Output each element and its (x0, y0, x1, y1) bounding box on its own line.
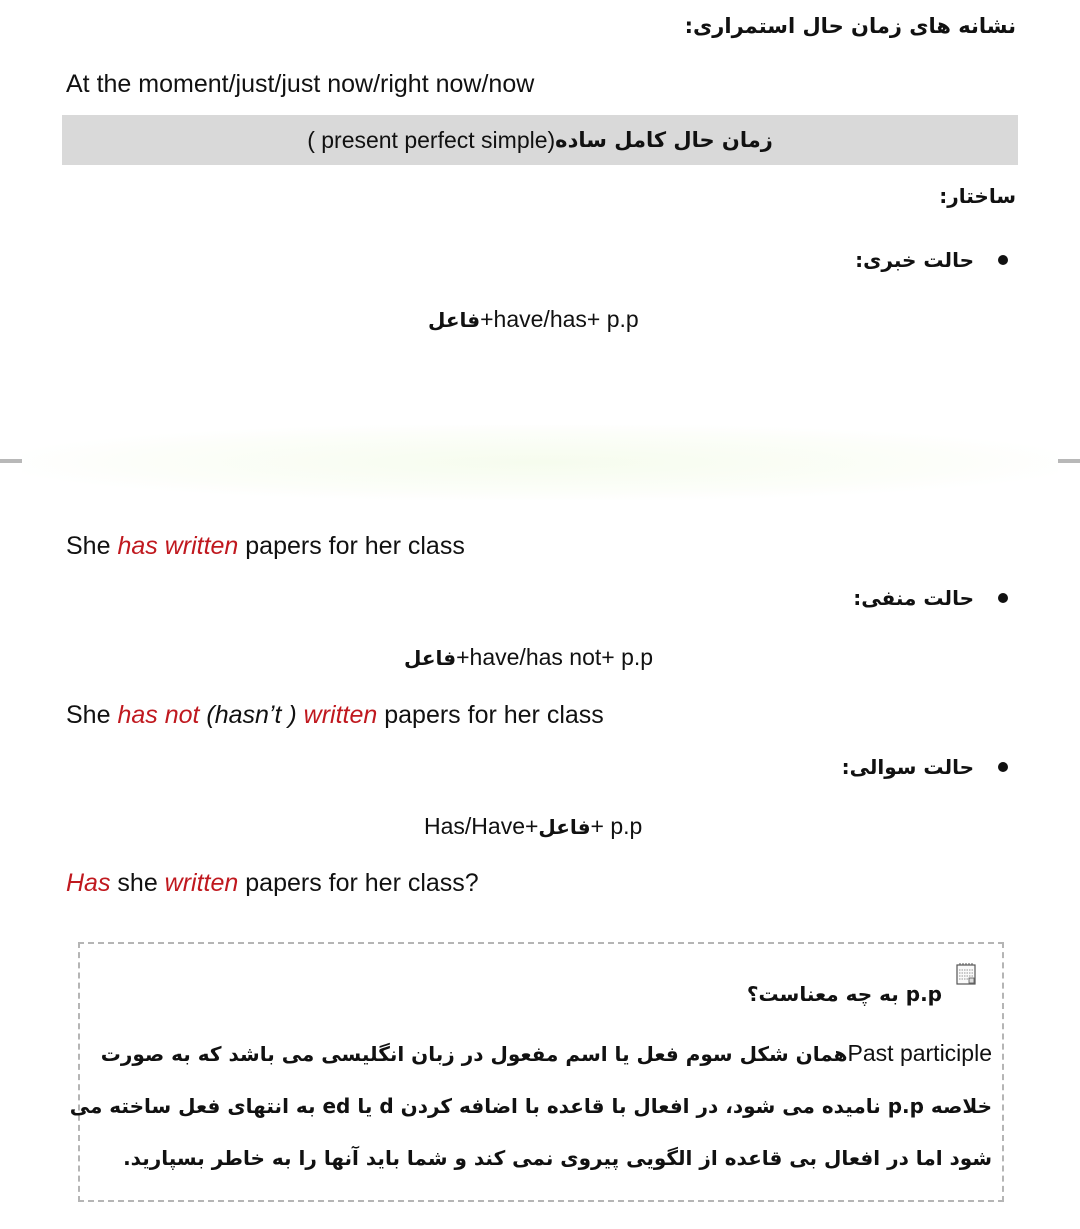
page-break-line-left (0, 459, 22, 463)
example-contraction: (hasn’t ) (199, 701, 304, 729)
bullet-icon (998, 762, 1008, 772)
example-verb-negative: has not (117, 701, 200, 729)
bullet-icon (998, 593, 1008, 603)
formula-rest: +have/has not+ p.p (456, 644, 654, 670)
banner-persian-title: زمان حال کامل ساده (555, 128, 773, 152)
question-formula (424, 813, 642, 840)
negative-formula (404, 644, 653, 671)
question-example (66, 869, 479, 898)
formula-aux: Has/Have+ (424, 813, 539, 839)
note-title: p.p به چه معناست؟ (746, 982, 942, 1006)
banner-english-title: ( present perfect simple) (307, 126, 556, 153)
page-smudge (22, 425, 1058, 500)
example-subject: she (110, 869, 165, 897)
example-subject: She (66, 532, 118, 560)
example-rest: papers for her class? (238, 869, 479, 897)
note-term: Past participle (847, 1040, 992, 1066)
question-label: حالت سوالی: (841, 755, 974, 779)
formula-rest: +have/has+ p.p (480, 306, 639, 332)
formula-subject: فاعل (538, 815, 591, 839)
structure-label: ساختار: (939, 184, 1016, 208)
formula-subject: فاعل (428, 308, 481, 332)
bullet-icon (998, 255, 1008, 265)
negative-label: حالت منفی: (853, 586, 974, 610)
note-line-3: شود اما در افعال بی قاعده از الگویی پیروی نمی کند و شما باید آنها را به خاطر بسپارید. (123, 1146, 992, 1170)
example-verb: written (164, 869, 239, 897)
affirmative-label-row (855, 248, 974, 272)
negative-example (66, 701, 604, 730)
continuous-markers-list: At the moment/just/just now/right now/now (66, 70, 535, 98)
example-aux: Has (66, 869, 111, 897)
affirmative-formula (428, 306, 639, 333)
continuous-markers-heading: نشانه های زمان حال استمراری: (684, 14, 1016, 38)
formula-rest: + p.p (590, 813, 643, 839)
affirmative-label: حالت خبری: (855, 248, 974, 272)
note-line-2: خلاصه p.p نامیده می شود، در افعال با قاعده با اضافه کردن d یا ed به انتهای فعل ساخته می (69, 1094, 992, 1118)
formula-subject: فاعل (404, 646, 457, 670)
note-line-1 (101, 1040, 992, 1067)
section-banner (62, 115, 1018, 165)
example-rest: papers for her class (377, 701, 604, 729)
example-rest: papers for her class (238, 532, 465, 560)
example-subject: She (66, 701, 118, 729)
example-verb-participle: written (303, 701, 378, 729)
page-break-line-right (1058, 459, 1080, 463)
note-definition: همان شکل سوم فعل یا اسم مفعول در زبان انگلیسی می باشد که به صورت (100, 1042, 848, 1066)
negative-label-row (853, 586, 974, 610)
question-label-row (842, 755, 974, 779)
affirmative-example (66, 532, 465, 561)
notepad-icon (955, 962, 977, 986)
example-verb: has written (117, 532, 239, 560)
